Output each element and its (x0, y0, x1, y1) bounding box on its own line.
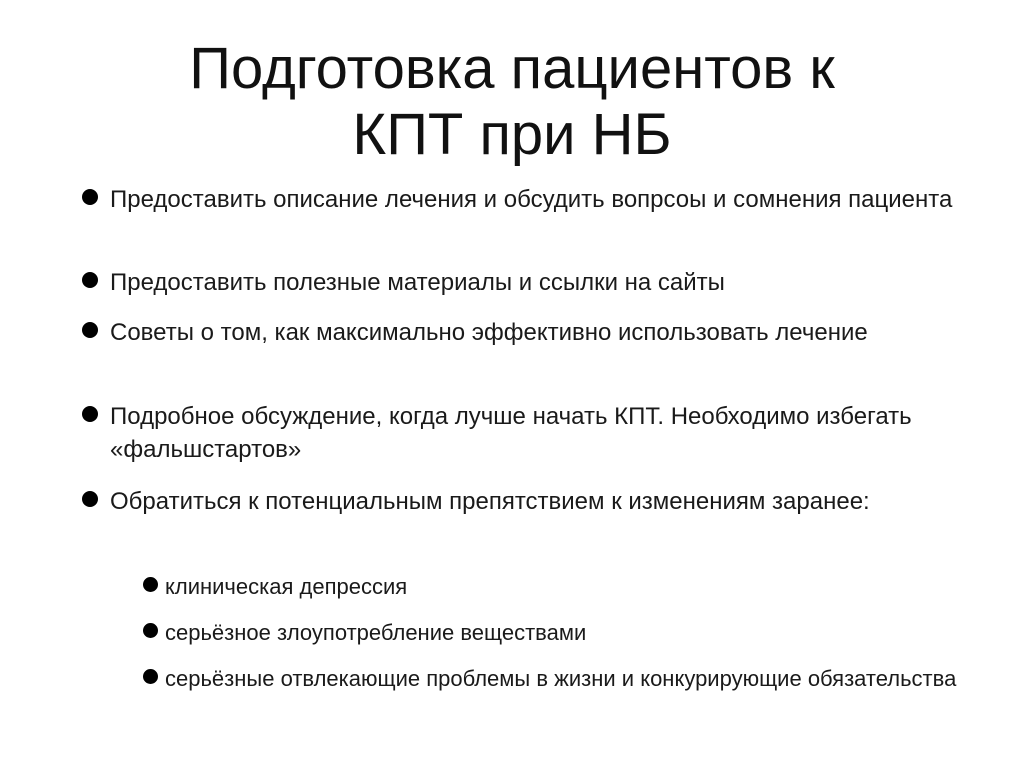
bullet-text: Обратиться к потенциальным препятствием к изменениям заранее: (110, 488, 870, 515)
bullet-text: Советы о том, как максимально эффективно использовать лечение (110, 319, 868, 346)
bullet-text: Предоставить описание лечения и обсудить вопрсоы и сомнения пациента (110, 186, 953, 213)
bullet-text: Предоставить полезные материалы и ссылки на сайты (110, 269, 725, 296)
bullet-item (110, 400, 970, 466)
bullet-item (110, 266, 970, 299)
bullet-text: Подробное обсуждение, когда лучше начать КПТ. Необходимо избегать «фальшстартов» (110, 403, 912, 463)
bullet-item (110, 316, 970, 349)
sub-bullet-text: серьёзное злоупотребление веществами (165, 620, 587, 645)
sub-bullet-text: клиническая депрессия (165, 574, 408, 599)
sub-bullet-dot-icon (143, 623, 158, 638)
bullet-dot-icon (82, 406, 98, 422)
bullet-dot-icon (82, 322, 98, 338)
bullet-item (110, 183, 970, 216)
sub-bullet-item (165, 572, 965, 602)
bullet-item (110, 485, 970, 518)
sub-bullet-dot-icon (143, 669, 158, 684)
bullet-dot-icon (82, 189, 98, 205)
sub-bullet-item (165, 618, 965, 648)
slide-title-line-2: КПТ при НБ (352, 102, 672, 167)
sub-bullet-dot-icon (143, 577, 158, 592)
sub-bullet-text: серьёзные отвлекающие проблемы в жизни и конкурирующие обязательства (165, 666, 957, 691)
sub-bullet-item (165, 664, 965, 694)
bullet-dot-icon (82, 272, 98, 288)
slide-title-line-1: Подготовка пациентов к (189, 36, 835, 101)
bullet-dot-icon (82, 491, 98, 507)
